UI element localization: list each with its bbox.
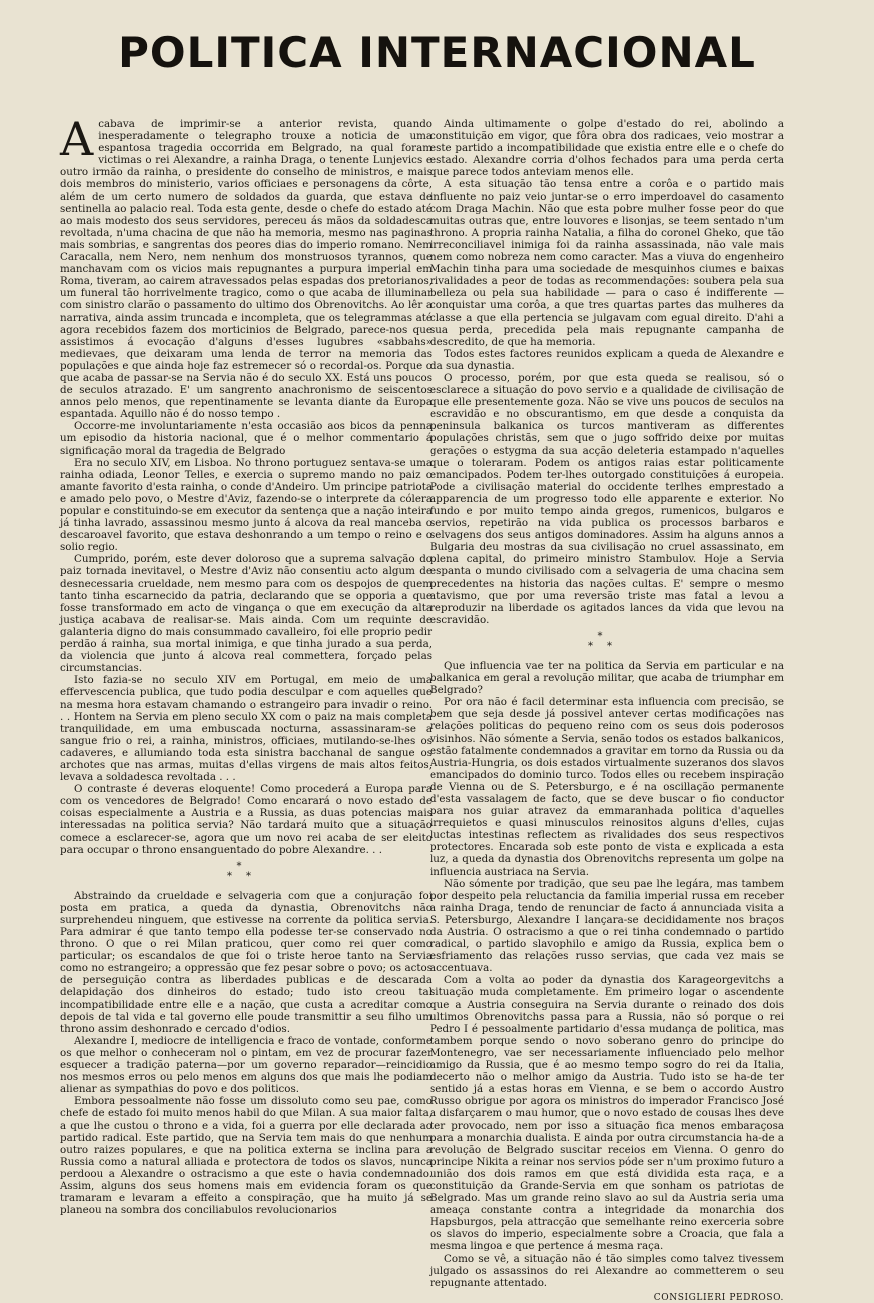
article-paragraph: Com a volta ao poder da dynastia dos Karageorgevitchs a situação muda completamente. Em primeiro logar o ascendente que a Austria conseguira na Servia durante o reinado dos dois ultimos Obrenovitchs passa para a Russia, não só porque o rei Pedro I é pessoalmente partidario d'essa mudança de politica, mas tambem porque sendo o novo soberano genro do principe do Montenegro, vae ser necessariamente influenciado pelo melhor amigo da Russia, que é ao mesmo tempo sogro do rei da Italia, decerto não o melhor amigo da Austria. Tudo isto se ha-de ter sentido já a estas horas em Vienna, e se bem o accordo Austro Russo obrigue por agora os ministros do imperador Francisco José a disfarçarem o mau humor, que o novo estado de cousas lhes deve ter provocado, nem por isso a situação fica menos embaraçosa para a monarchia dualista. E ainda por outra circumstancia ha-de a revolução de Belgrado suscitar receios em Vienna. O genro do principe Nikita a reinar nos servios póde ser n'um proximo futuro a união dos dois ramos em que está dividida esta raça, e a constituição da Grande-Servia em que sonham os patriotas de Belgrado. Mas um grande reino slavo ao sul da Austria seria uma ameaça constante contra a integridade da monarchia dos Hapsburgos, pela attracção que semelhante reino exerceria sobre os slavos do imperio, especialmente sobre a Croacia, que fala a mesma lingoa e que pertence á mesma raça. xyxy=(430,974,784,1253)
article-paragraph: Abstraindo da crueldade e selvageria com que a conjuração foi posta em pratica, a queda da dynastia, Obrenovitchs não surprehendeu ninguem, que estivesse na corrente da politica servia. Para admirar é que tanto tempo ella podesse ter-se conservado no throno. O que o rei Milan praticou, quer como rei quer como particular; os escandalos de que foi o triste heroe tanto na Servia como no estrangeiro; a oppressão que fez pesar sobre o povo; os actos de perseguição contra as liberdades publicas e de descarada delapidação dos dinheiros do estado; tudo isto creou tal incompatibilidade entre elle e a nação, que custa a acreditar como depois de tal vida e tal governo elle poude transmittir a seu filho um throno assim deshonrado e cercado d'odios. xyxy=(60,889,432,1035)
article-paragraph: Alexandre I, mediocre de intelligencia e fraco de vontade, conforme os que melhor o conheceram nol o pintam, em vez de procurar fazer esquecer a tradição paterna—por um governo reparador—reincidio nos mesmos erros ou pelo menos em alguns dos que mais lhe podiam alienar as sympathias do povo e dos politicos. xyxy=(60,1034,432,1096)
author-signature: CONSIGLIERI PEDROSO. xyxy=(653,1292,784,1303)
article-paragraph: Era no seculo XIV, em Lisboa. No throno portuguez sentava-se uma rainha odiada, Leonor Telles, e exercia o supremo mando no paiz o amante favorito d'esta rainha, o conde d'Andeiro. Um principe patriota e amado pelo povo, o Mestre d'Aviz, fazendo-se o interprete da cólera popular e constituindo-se em executor da sentença que a nação inteira já tinha lavrado, assassinou mesmo junto á alcova da real manceba o descaroavel favorito, que estava deshonrando a um tempo o reino e o solio regio. xyxy=(60,456,432,554)
article-paragraph: Isto fazia-se no seculo XIV em Portugal, em meio de uma effervescencia publica, que tudo podia desculpar e com aquelles que na mesma hora estavam chamando o estrangeiro para invadir o reino. . . Hontem na Servia em pleno seculo XX com o paiz na mais completa tranquilidade, em uma embuscada nocturna, assassinaram-se a sangue frio o rei, a rainha, ministros, officiaes, mutilando-se-lhes os cadaveres, e allumiando toda esta sinistra bacchanal de sangue os archotes que nas armas, muitas d'ellas virgens de mais altos feitos, levava a soldadesca revoltada . . . xyxy=(60,674,432,784)
article-paragraph: O contraste é deveras eloquente! Como procederá a Europa para com os vencedores de Belgrado! Como encarará o novo estado de coisas especialmente a Austria e a Russia, as duas potencias mais interessadas na politica servia? Não tardará muito que a situação comece a esclarecer-se, agora que um novo rei acaba de ser eleito para occupar o throno ensanguentado do pobre Alexandre. . . xyxy=(60,783,432,856)
article-paragraph: Ainda ultimamente o golpe d'estado do rei, abolindo a constituição em vigor, que fôra obra dos radicaes, veio mostrar a este partido a incompatibilidade que existia entre elle e o chefe do estado. Alexandre corria d'olhos fechados para uma perda certa que parece todos anteviam menos elle. xyxy=(430,118,784,179)
section-asterism: * ** xyxy=(588,630,626,652)
left-column xyxy=(60,112,432,1217)
article-paragraph: O processo, porém, por que esta queda se realisou, só o esclarece a situação do povo servio e a qualidade de civilisação de que elle presentemente goza. Não se vive uns poucos de seculos na escravidão e no obscurantismo, em que desde a conquista da peninsula balkanica os turcos mantiveram as differentes populações christãs, sem que o jugo soffrido deixe por muitas gerações o estygma da sua acção deleteria estampado n'aquelles que o toleraram. Podem os antigos raias estar politicamente emancipados. Podem ter-lhes outorgado constituições á europeia. Pode a civilisação material do occidente terlhes emprestado a apparencia de um progresso todo elle apparente e exterior. No fundo e por muito tempo ainda gregos, rumenicos, bulgaros e servios, repetirão na vida publica os processos barbaros e selvagens dos seus antigos dominadores. Assim ha alguns annos a Bulgaria deu mostras da sua civilisação no cruel assassinato, em plena capital, do primeiro ministro Stambulov. Hoje a Servia espanta o mundo civilisado com a selvageria de uma chacina sem precedentes na historia das nações cultas. E' sempre o mesmo atavismo, que por uma reversão triste mas fatal a levou a reproduzir na liberdade os agitados lances da vida que levou na escravidão. xyxy=(430,371,784,626)
article-paragraph: Todos estes factores reunidos explicam a queda de Alexandre e da sua dynastia. xyxy=(430,347,784,372)
article-paragraph: Cumprido, porém, este dever doloroso que a suprema salvação do paiz tornada inevitavel, o Mestre d'Aviz não consentiu acto algum de desnecessaria crueldade, nem mesmo para com os despojos de quem tanto tinha escarnecido da patria, declarando que se opporia a que fosse transformado em acto de vingança o que em execução da alta justiça acabava de realisar-se. Mais ainda. Com um requinte de galanteria digno do mais consummado cavalleiro, foi elle proprio pedir perdão á rainha, sua mortal inimiga, e que tinha jurado a sua perda, da violencia que junto á alcova real commettera, forçado pelas circumstancias. xyxy=(60,553,432,675)
drop-cap: A xyxy=(60,112,94,166)
article-paragraph: Como se vê, a situação não é tão simples como talvez tivessem julgado os assassinos do rei Alexandre ao commetterem o seu repugnante attentado. xyxy=(430,1252,784,1289)
section-asterism: * ** xyxy=(227,860,265,882)
article-paragraph: Por ora não é facil determinar esta influencia com precisão, se bem que seja desde já possivel antever certas modificações nas relações politicas do pequeno reino com os seus dois poderosos visinhos. Não sómente a Servia, senão todos os estados balkanicos, estão fatalmente condemnados a gravitar em torno da Russia ou da Austria-Hungria, os dois estados virtualmente suzeranos dos slavos emancipados do dominio turco. Todos elles ou recebem inspiração de Vienna ou de S. Petersburgo, e é na oscillação permanente d'esta vassalagem de facto, que se deve buscar o fio conductor para nos guiar atravez da emmaranhada politica d'aquelles irrequietos e quasi minusculos reinositos alguns d'elles, cujas luctas intestinas reflectem as rivalidades dos seus respectivos protectores. Encarada sob este ponto de vista e explicada a esta luz, a queda da dynastia dos Obrenovitchs representa um golpe na influencia austriaca na Servia. xyxy=(430,696,784,878)
article-paragraph: Acabava de imprimir-se a anterior revista, quando inesperadamente o telegrapho trouxe a noticia de uma espantosa tragedia occorrida em Belgrado, na qual foram victimas o rei Alexandre, a rainha Draga, o tenente Lunjevics e outro irmão da rainha, o presidente do conselho de ministros, e mais dois membros do ministerio, varios officiaes e personagens da côrte, além de um certo numero de soldados da guarda, que estava de sentinella ao palacio real. Toda esta gente, desde o chefe do estado até ao mais modesto dos seus servidores, pereceu ás mãos da soldadesca revoltada, n'uma chacina de que não ha memoria, mesmo nas paginas mais sombrias, e sangrentas dos peores dias do imperio romano. Nem Caracalla, nem Nero, nem nenhum dos monstruosos tyrannos, que manchavam com os vicios mais repugnantes a purpura imperial em Roma, tiveram, ao cairem atravessados pelas espadas dos pretorianos, um funeral tão horrivelmente tragico, como o que acaba de illuminar com sinistro clarão o passamento do ultimo dos Obrenovitchs. Ao lêr a narrativa, ainda assim truncada e incompleta, que os telegrammas até agora recebidos fazem dos morticinios de Belgrado, parece-nos que assistimos á evocação d'alguns d'esses lugubres «sabbahs» medievaes, que deixaram uma lenda de terror na memoria das populações e que ainda hoje faz estremecer só o recordal-os. Porque o que acaba de passar-se na Servia não é do seculo XX. Está uns poucos de seculos atrazado. E' um sangrento anachronismo de seiscentos annos pelo menos, que repentinamente se levanta diante da Europa espantada. Aquillo não é do nosso tempo . xyxy=(60,112,432,421)
article-paragraph: Embora pessoalmente não fosse um dissoluto como seu pae, como chefe de estado foi muito menos habil do que Milan. A sua maior falta, a que lhe custou o throno e a vida, foi a guerra por elle declarada ao partido radical. Este partido, que na Servia tem mais do que nenhum outro raizes populares, e que na politica externa se inclina para a Russia como a natural alliada e protectora de todos os slavos, nunca perdoou a Alexandre o ostracismo a que este o havia condemnado. Assim, alguns dos seus homens mais em evidencia foram os que tramaram e levaram a effeito a conspiração, que ha muito já se planeou na sombra dos conciliabulos revolucionarios xyxy=(60,1095,432,1217)
article-paragraph: Não sómente por tradição, que seu pae lhe legára, mas tambem por despeito pela reluctancia da familia imperial russa em receber a rainha Draga, tendo de renunciar de facto á annunciada visita a S. Petersburgo, Alexandre I lançara-se decididamente nos braços da Austria. O ostracismo a que o rei tinha condemnado o partido radical, o partido slavophilo e amigo da Russia, explica bem o esfriamento das relações russo servias, que cada vez mais se accentuava. xyxy=(430,877,784,975)
right-column xyxy=(430,118,784,1303)
article-paragraph: A esta situação tão tensa entre a corôa e o partido mais influente no paiz veio juntar-se o erro imperdoavel do casamento com Draga Machin. Não que esta pobre mulher fosse peor do que muitas outras que, entre louvores e lisonjas, se teem sentado n'um throno. A propria rainha Natalia, a filha do coronel Gheko, que tão irreconciliavel inimiga foi da rainha assassinada, não vale mais nem como nobreza nem como caracter. Mas a viuva do engenheiro Machin tinha para uma sociedade de mesquinhos ciumes e baixas rivalidades a peor de todas as recommendações: soubera pela sua belleza ou pela sua habilidade — para o caso é indifferente — conquistar uma corôa, a que tres quartas partes das mulheres da classe a que ella pertencia se julgavam com egual direito. D'ahi a sua perda, precedida pela mais repugnante campanha de descredito, de que ha memoria. xyxy=(430,178,784,348)
article-paragraph: Occorre-me involuntariamente n'esta occasião aos bicos da penna um episodio da historia nacional, que é o melhor commentario á significação moral da tragedia de Belgrado xyxy=(60,420,432,457)
article-paragraph: Que influencia vae ter na politica da Servia em particular e na balkanica em geral a revolução militar, que acaba de triumphar em Belgrado? xyxy=(430,659,784,697)
page-title: POLITICA INTERNACIONAL xyxy=(118,28,756,77)
